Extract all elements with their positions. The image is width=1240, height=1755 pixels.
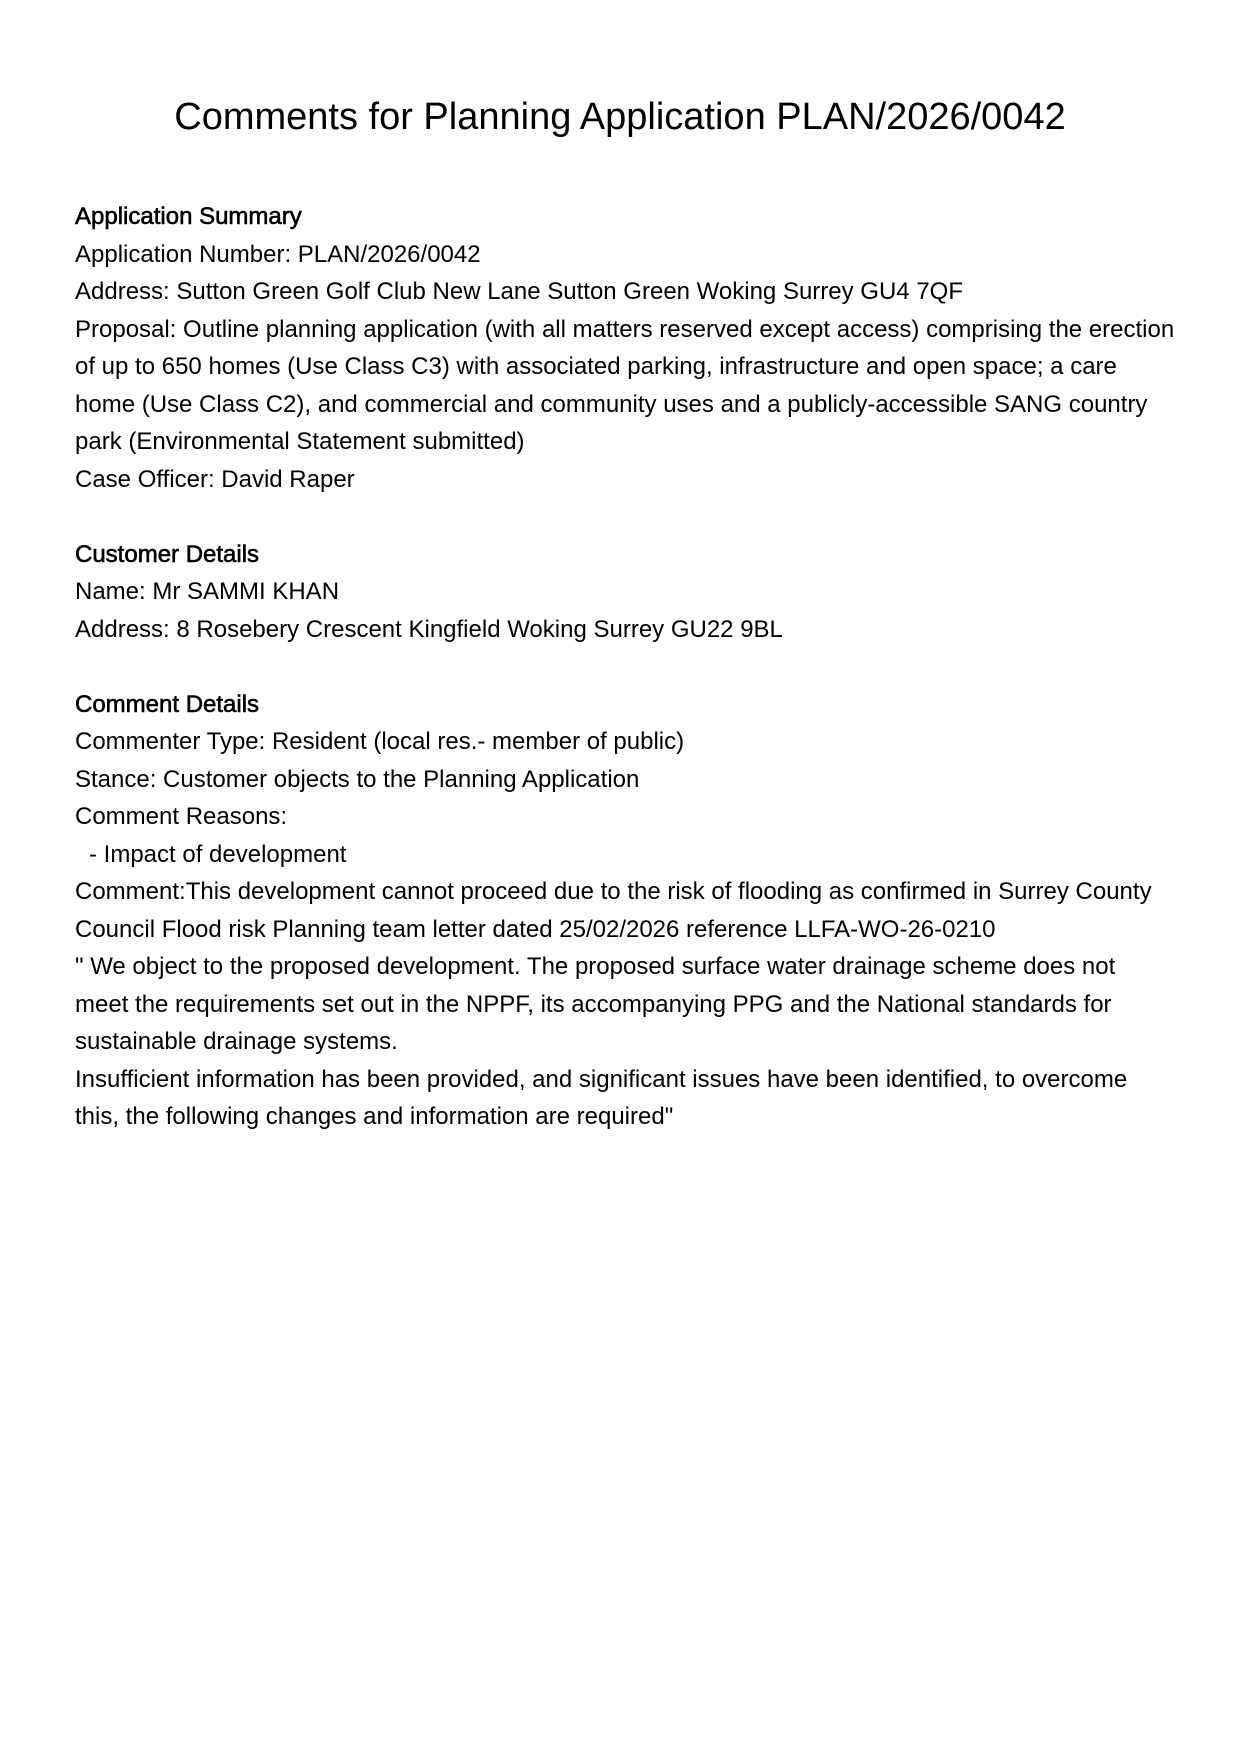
stance: Stance: Customer objects to the Planning Application (75, 765, 640, 793)
comment-details-section (75, 686, 1175, 1136)
comment-paragraph: Insufficient information has been provided, and significant issues have been identified, to overcome this, the following changes and information are required" (75, 1065, 1128, 1130)
document-body (75, 198, 1175, 1173)
page-title: Comments for Planning Application PLAN/2026/0042 (174, 96, 1066, 138)
case-officer: Case Officer: David Raper (75, 465, 355, 493)
commenter-type: Commenter Type: Resident (local res.- member of public) (75, 728, 685, 755)
customer-address: Address: 8 Rosebery Crescent Kingfield Woking Surrey GU22 9BL (75, 615, 783, 643)
comment-reason-item: - Impact of development (89, 840, 347, 868)
customer-details-section (75, 536, 1175, 649)
comment-paragraph: Comment:This development cannot proceed due to the risk of flooding as confirmed in Surrey County Council Flood risk Planning team letter dated 25/02/2026 reference LLFA-WO-26-0210 (75, 878, 1152, 943)
application-address: Address: Sutton Green Golf Club New Lane Sutton Green Woking Surrey GU4 7QF (75, 278, 963, 305)
comment-reasons-label: Comment Reasons: (75, 803, 288, 830)
application-summary-heading: Application Summary (75, 203, 302, 230)
application-proposal: Proposal: Outline planning application (with all matters reserved except access) comprising the erection of up to 650 homes (Use Class C3) with associated parking, infrastructure and open space; a care home (Use Class C2), and commercial and community uses and a publicly-accessible SANG country park (Environmental Statement submitted) (75, 315, 1175, 455)
comment-paragraph: " We object to the proposed development. The proposed surface water drainage scheme does not meet the requirements set out in the NPPF, its accompanying PPG and the National standards for sustainable drainage systems. (75, 953, 1116, 1055)
application-number: Application Number: PLAN/2026/0042 (75, 240, 481, 268)
comment-details-heading: Comment Details (75, 690, 260, 718)
application-summary-section (75, 198, 1175, 498)
customer-name: Name: Mr SAMMI KHAN (75, 578, 340, 605)
customer-details-heading: Customer Details (75, 540, 260, 568)
